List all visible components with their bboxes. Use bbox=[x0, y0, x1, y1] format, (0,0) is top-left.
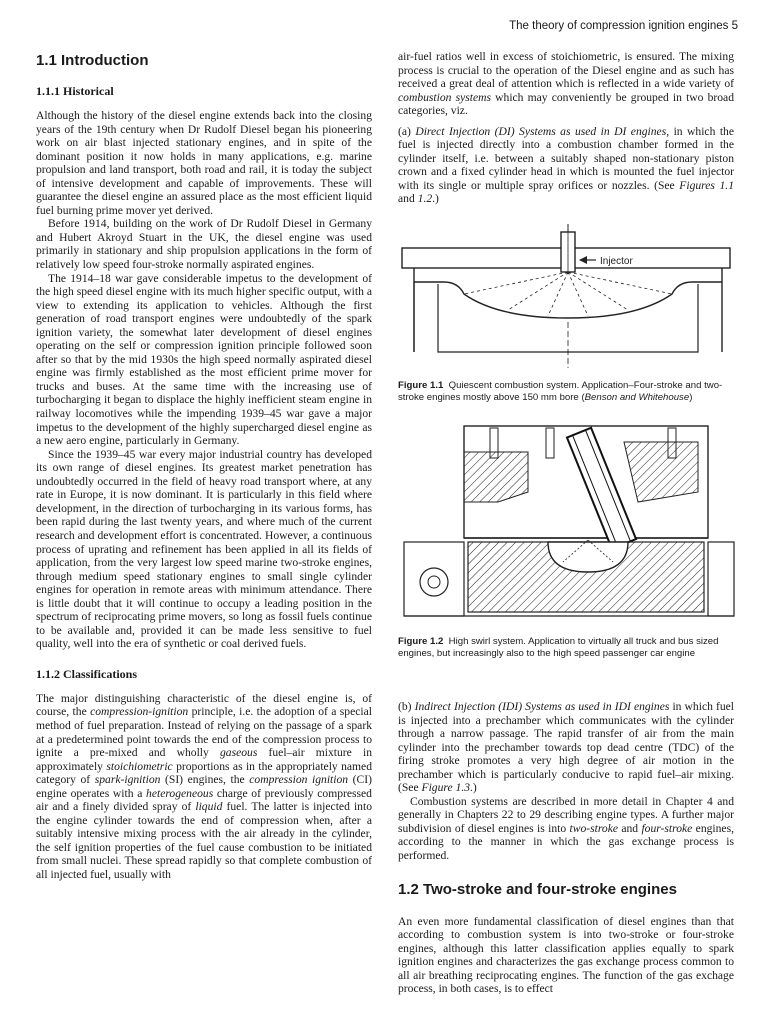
head-hatch-right bbox=[624, 442, 698, 502]
left-column bbox=[36, 48, 372, 882]
right-column-bottom bbox=[398, 700, 734, 996]
paragraph-two-four-stroke: An even more fundamental classification of diesel engines than that according to combustion system is into two-stroke or four-stroke engines, although this latter classification applies equally to spark ignition engines and characterizes the gas exchange process common to all air breathing reciprocating engines. The function of the gas exchage process, in both cases, is to effect bbox=[398, 914, 734, 996]
head-hatch-left bbox=[464, 452, 528, 502]
figure-1-1-caption: Figure 1.1 Quiescent combustion system. Application–Four-stroke and two-stroke engines mostly above 150 mm bore (Benson and Whitehouse) bbox=[398, 380, 723, 403]
piston-crown-bowl bbox=[414, 282, 722, 318]
paragraph-historical-3: The 1914–18 war gave considerable impetus to the development of the high speed diesel engine with its much higher specific output, with a view to extending its application to vehicles. Although the first generation of road transport engines were undoubtedly of the spark ignition variety, the somewhat later development of diesel engines operating on the self or compression ignition principle followed soon after so that by the mid 1930s the high speed normally aspirated diesel engine was firmly established as the most efficient prime mover for trucks and buses. At the same time with the increasing use of turbocharging it began to displace the highly inefficient steam engine in railway locomotives while the impending 1939–45 war gave a major impetus to the development of the highly supercharged diesel engine as a new aero engine, particularly in Germany. bbox=[36, 271, 372, 448]
paragraph-indirect-injection: (b) Indirect Injection (IDI) Systems as used in IDI engines in which fuel is injected into a prechamber which communicates with the cylinder through a narrow passage. The rapid transfer of air from the main cylinder into the prechamber towards top dead centre (TDC) of the firing stroke promotes a very high degree of air motion in the prechamber which is particularly conducive to rapid fuel–air mixing. (See Figure 1.3.) bbox=[398, 700, 735, 795]
injector-label: Injector bbox=[600, 256, 633, 267]
figure-1-2-caption: Figure 1.2 High swirl system. Application to virtually all truck and bus sized engines, but increasingly also to the high speed passenger car engine bbox=[398, 636, 719, 659]
high-swirl-engine-section bbox=[398, 422, 738, 622]
piston-body bbox=[414, 282, 698, 352]
figure-1-2 bbox=[398, 422, 738, 622]
paragraph-classifications-1: The major distinguishing characteristic of the diesel engine is, of course, the compression-ignition principle, i.e. the adoption of a special method of fuel preparation. Instead of relying on the passage of a spark at a predetermined point towards the end of the compression process to ignite a pre-mixed and wholly gaseous fuel–air mixture in approximately stoichiometric proportions as in the appropriately named category of spark-ignition (SI) engines, the compression ignition (CI) engine operates with a heterogeneous charge of previously compressed air and a finely divided spray of liquid fuel. The latter is injected into the engine cylinder towards the end of compression when, after a suitably intensive mixing process with the air already in the cylinder, the self ignition properties of the fuel cause combustion to be initiated from small nuclei. These spread rapidly so that complete combustion of all injected fuel, usually with bbox=[36, 691, 372, 881]
paragraph-historical-1: Although the history of the diesel engine extends back into the closing years of the 19th century when Dr Rudolf Diesel began his pioneering work on air blast injected stationary engines, and in spite of the dominant position it now holds in many applications, e.g. marine propulsion and land transport, both road and rail, it is today the subject of intensive development and capable of improvements. These will guarantee the diesel engine an assured place as the most efficient liquid fuel burning prime mover yet derived. bbox=[36, 109, 372, 217]
section-title-two-four-stroke: 1.2 Two-stroke and four-stroke engines bbox=[398, 880, 677, 898]
section-title-introduction: 1.1 Introduction bbox=[36, 52, 149, 69]
figure-1-1 bbox=[398, 222, 738, 372]
heading-classifications: 1.1.2 Classifications bbox=[36, 666, 138, 681]
liner-left bbox=[404, 542, 464, 616]
heading-historical: 1.1.1 Historical bbox=[36, 84, 114, 98]
right-column-top bbox=[398, 50, 734, 206]
paragraph-combustion-systems: Combustion systems are described in more detail in Chapter 4 and generally in Chapters 22 to 29 describing engine types. A further major subdivision of diesel engines is into two-stroke and four-stroke engines, according to the manner in which the gas exchange process is performed. bbox=[398, 794, 734, 863]
running-head: The theory of compression ignition engines 5 bbox=[509, 20, 738, 32]
liner-right bbox=[708, 542, 734, 616]
paragraph-direct-injection: (a) Direct Injection (DI) Systems as used in DI engines, in which the fuel is injected directly into a combustion chamber formed in the cylinder itself, i.e. between a suitably shaped non-stationary piston crown and a fixed cylinder head in which is mounted the fuel injector with its single or multiple spray orifices or nozzles. (See Figures 1.1 and 1.2.) bbox=[398, 124, 735, 206]
paragraph-historical-4: Since the 1939–45 war every major industrial country has developed its own range of diesel engines. Its greatest market penetration has undoubtedly occurred in the field of heavy road transport where, at any rate in Europe, it is now dominant. It is particularly in this field where development, in the direction of turbocharging in its various forms, has been rapid during the last twenty years, and where much of the current research and development effort is concentrated. However, a continuous process of uprating and refinement has been applied in all its fields of application, from the very largest low speed marine two-stroke engines, through medium speed stationary engines to small single cylinder engines for operation in remote areas with minimum attendance. There is little doubt that it will continue to occupy a leading position in the spectrum of reciprocating prime movers, so long as fossil fuels continue to be available and, provided it can be made less sensitive to fuel quality, well into the era of synthetic or coal derived fuels. bbox=[36, 447, 372, 651]
quiescent-chamber-diagram bbox=[398, 222, 738, 372]
paragraph-mixing: air-fuel ratios well in excess of stoichiometric, is ensured. The mixing process is crucial to the operation of the Diesel engine and as such has received a great deal of attention which is reflected in a wide variety of combustion systems which may conveniently be grouped in two broad categories, viz. bbox=[398, 50, 734, 118]
paragraph-historical-2: Before 1914, building on the work of Dr Rudolf Diesel in Germany and Hubert Akroyd Stuart in the UK, the diesel engine was used primarily in stationary and ship propulsion applications in the form of relatively low speed four-stroke normally aspirated engines. bbox=[36, 217, 372, 272]
